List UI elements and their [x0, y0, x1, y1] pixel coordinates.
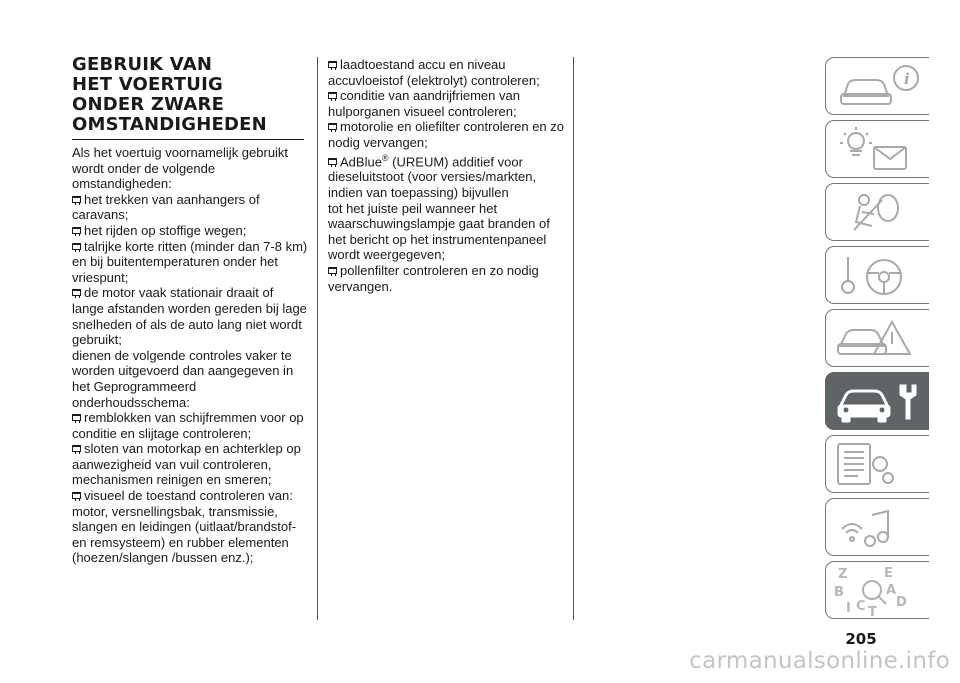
bullet-icon	[328, 61, 337, 68]
list-item	[72, 488, 308, 566]
list-item	[72, 223, 308, 239]
list-item	[328, 119, 566, 150]
index-letter-t: T	[868, 605, 877, 620]
heading-line: HET VOERTUIG	[72, 74, 223, 95]
watermark: carmanualsonline.info	[689, 648, 950, 674]
section-heading	[72, 55, 304, 135]
list-item-text: laadtoestand accu en niveau accuvloeistof (elektrolyt) controleren;	[328, 57, 540, 88]
tab-warning-lights[interactable]	[825, 120, 929, 178]
list-item-text: remblokken van schijfremmen voor op conditie en slijtage controleren;	[72, 410, 304, 441]
bullet-icon	[72, 414, 81, 421]
bullet-icon	[72, 492, 81, 499]
svg-text:i: i	[904, 70, 910, 88]
bullet-icon	[328, 123, 337, 130]
car-maintenance-icon	[826, 373, 929, 430]
bullet-icon	[72, 445, 81, 452]
list-item-text: pollenfilter controleren en zo nodig vervangen.	[328, 263, 539, 294]
list-item-text: sloten van motorkap en achterklep op aanwezigheid van vuil controleren, mechanismen reinigen en smeren;	[72, 441, 301, 488]
index-letter-e: E	[884, 566, 893, 581]
technical-data-icon	[826, 436, 929, 493]
heading-rule	[72, 139, 304, 140]
list-item-text: talrijke korte ritten (minder dan 7-8 km) en bij buitentemperaturen onder het vriespunt;	[72, 238, 308, 285]
tab-technical-data[interactable]	[825, 435, 929, 493]
list-item-text: motorolie en oliefilter controleren en zo nodig vervangen;	[328, 119, 565, 150]
list-item-text: de motor vaak stationair draait of lange afstanden worden gereden bij lage snelheden of als de auto lang niet wordt gebruikt;	[72, 285, 307, 348]
list-item	[72, 441, 308, 488]
index-letter-z: Z	[838, 567, 848, 582]
tab-starting-driving[interactable]	[825, 246, 929, 304]
list-item	[72, 192, 308, 223]
index-letter-i: I	[846, 601, 851, 616]
list-item	[72, 410, 308, 441]
key-steering-icon	[826, 247, 929, 304]
bullet-icon	[328, 158, 337, 165]
list-item	[72, 285, 308, 347]
column-divider	[317, 57, 318, 620]
tab-emergency[interactable]	[825, 309, 929, 367]
tab-safety[interactable]	[825, 183, 929, 241]
list-item	[72, 239, 308, 286]
index-icon	[826, 562, 929, 619]
list-item	[328, 263, 566, 294]
registered-mark: ®	[381, 152, 389, 163]
list-item-text: het trekken van aanhangers of caravans;	[72, 191, 260, 223]
list-item	[328, 57, 566, 88]
airbag-safety-icon	[826, 184, 929, 241]
tab-multimedia[interactable]	[825, 498, 929, 556]
middle-paragraph: dienen de volgende controles vaker te worden uitgevoerd dan aangegeven in het Geprogrammeerd onderhoudsschema:	[72, 347, 294, 410]
adblue-label: AdBlue	[340, 153, 382, 169]
column-divider	[573, 57, 574, 620]
list-item-text: het rijden op stoffige wegen;	[84, 222, 247, 238]
tab-index[interactable]	[825, 561, 929, 619]
car-info-icon	[826, 58, 929, 115]
list-item-text: (UREUM) additief voor dieseluitstoot (voor versies/markten, indien van toepassing) bijvullen	[328, 153, 537, 201]
list-item	[328, 151, 566, 201]
heading-line: ONDER ZWARE	[72, 94, 225, 115]
list-item	[328, 88, 566, 119]
bullet-icon	[72, 289, 81, 296]
bullet-icon	[72, 243, 81, 250]
continuation-paragraph: tot het juiste peil wanneer het waarschuwingslampje gaat branden of het bericht op het instrumentenpaneel wordt weergegeven;	[328, 200, 550, 263]
index-letter-a: A	[886, 583, 897, 598]
tab-maintenance[interactable]	[825, 372, 929, 430]
emergency-icon	[826, 310, 929, 367]
intro-paragraph: Als het voertuig voornamelijk gebruikt wordt onder de volgende omstandigheden:	[72, 145, 289, 192]
index-letter-d: D	[896, 595, 907, 610]
bullet-icon	[72, 227, 81, 234]
text-column-left	[72, 145, 308, 566]
heading-line: GEBRUIK VAN	[72, 54, 213, 75]
bullet-icon	[328, 92, 337, 99]
index-letter-c: C	[856, 599, 866, 614]
multimedia-icon	[826, 499, 929, 556]
list-item-text: conditie van aandrijfriemen van hulporganen visueel controleren;	[328, 88, 520, 119]
list-item-text: visueel de toestand controleren van: motor, versnellingsbak, transmissie, slangen en leidingen (uitlaat/brandstof-en remsysteem) en rubber elementen (hoezen/slangen /bussen enz.);	[72, 488, 297, 566]
page-number: 205	[845, 630, 877, 648]
heading-line: OMSTANDIGHEDEN	[72, 114, 267, 135]
text-column-right	[328, 57, 566, 294]
warning-lights-message-icon	[826, 121, 929, 178]
bullet-icon	[72, 196, 81, 203]
index-letter-b: B	[834, 585, 844, 600]
bullet-icon	[328, 267, 337, 274]
tab-car-info[interactable]	[825, 57, 929, 115]
